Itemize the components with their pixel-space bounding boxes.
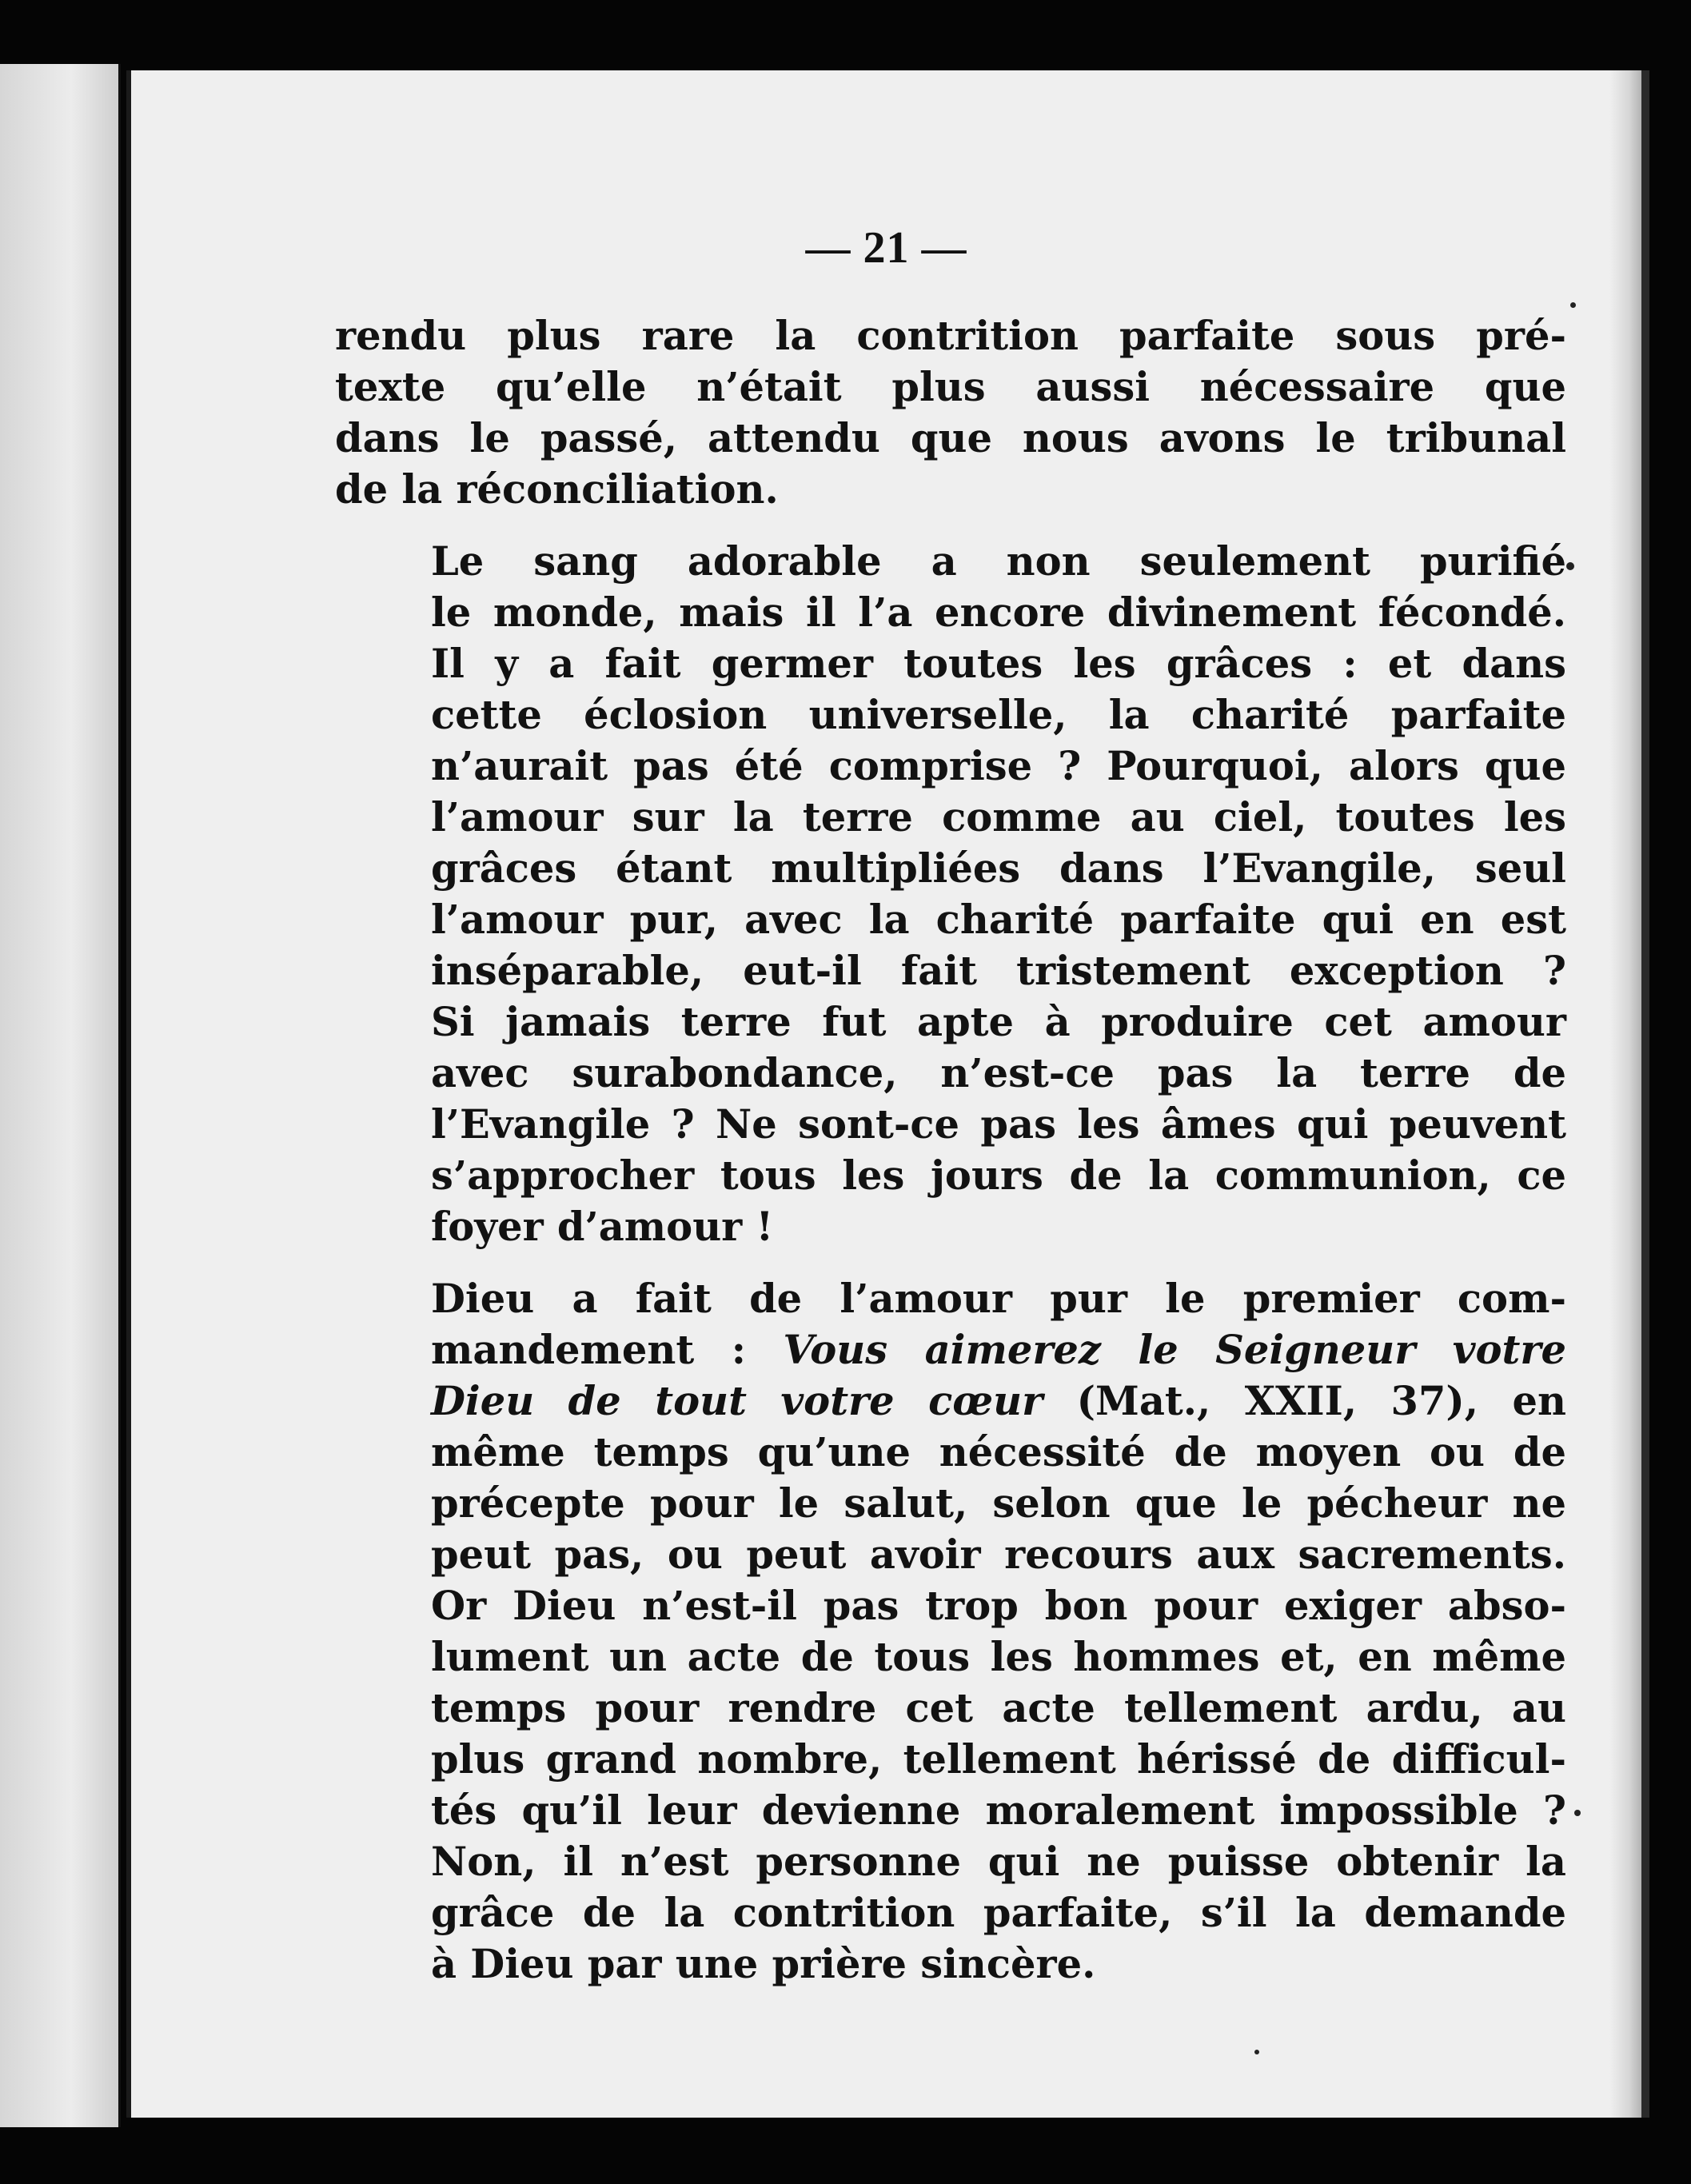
text-segment: mandement :: [431, 1327, 784, 1373]
text-line-with-quote: [335, 1324, 1566, 1375]
text-line: Dieu a fait de l’amour pur le premier com-: [431, 1276, 1566, 1322]
text-line-with-quote: [335, 1375, 1566, 1427]
text-line: grâces étant multipliées dans l’Evangile, seul: [431, 845, 1566, 892]
text-line: grâce de la contrition parfaite, s’il la demande: [431, 1890, 1566, 1936]
facing-page-edge: [0, 64, 121, 2127]
text-line: avec surabondance, n’est-ce pas la terre de: [431, 1050, 1566, 1096]
ink-speck: [1566, 562, 1574, 570]
text-line: Non, il n’est personne qui ne puisse obtenir la: [431, 1839, 1566, 1885]
text-line: l’Evangile ? Ne sont-ce pas les âmes qui peuvent: [431, 1101, 1566, 1148]
text-line: Si jamais terre fut apte à produire cet amour: [431, 999, 1566, 1045]
text-line: peut pas, ou peut avoir recours aux sacrements.: [431, 1531, 1566, 1578]
paragraph-1: [335, 310, 1566, 515]
text-line: s’approcher tous les jours de la communion, ce: [431, 1152, 1566, 1199]
page-number: — 21 —: [805, 223, 967, 273]
scripture-quote: Dieu de tout votre cœur: [431, 1378, 1043, 1424]
citation: (Mat., XXII, 37), en: [1043, 1378, 1566, 1424]
text-line: précepte pour le salut, selon que le pécheur ne: [431, 1480, 1566, 1527]
body-text: [335, 310, 1566, 2010]
text-line: Or Dieu n’est-il pas trop bon pour exiger abso-: [431, 1583, 1566, 1629]
ink-speck: [1254, 2050, 1259, 2054]
text-line: l’amour sur la terre comme au ciel, toutes les: [431, 794, 1566, 840]
page-shadow-edge: [1609, 70, 1641, 2118]
paragraph-2: [335, 536, 1566, 1252]
text-line: rendu plus rare la contrition parfaite sous pré-: [335, 313, 1566, 359]
text-line: tés qu’il leur devienne moralement impossible ?: [431, 1787, 1566, 1834]
text-line: dans le passé, attendu que nous avons le tribunal: [335, 415, 1566, 461]
text-line: plus grand nombre, tellement hérissé de difficul-: [431, 1736, 1566, 1783]
scripture-quote: Vous aimerez le Seigneur votre: [783, 1327, 1566, 1373]
text-line: l’amour pur, avec la charité parfaite qui en est: [431, 896, 1566, 943]
text-line: temps pour rendre cet acte tellement ardu, au: [431, 1685, 1566, 1731]
text-line: Le sang adorable a non seulement purifié: [431, 538, 1566, 585]
text-line: lument un acte de tous les hommes et, en même: [431, 1634, 1566, 1680]
text-line: inséparable, eut-il fait tristement exception ?: [431, 948, 1566, 994]
text-line: cette éclosion universelle, la charité parfaite: [431, 692, 1566, 738]
text-line: n’aurait pas été comprise ? Pourquoi, alors que: [431, 743, 1566, 789]
paragraph-3: [335, 1273, 1566, 1990]
ink-speck: [1574, 1810, 1581, 1816]
text-line: texte qu’elle n’était plus aussi nécessaire que: [335, 364, 1566, 410]
text-line: foyer d’amour !: [431, 1204, 774, 1250]
text-line: le monde, mais il l’a encore divinement fécondé.: [431, 589, 1566, 636]
text-line: Il y a fait germer toutes les grâces : et dans: [431, 641, 1566, 687]
text-line: de la réconciliation.: [335, 466, 779, 513]
text-line: à Dieu par une prière sincère.: [431, 1941, 1096, 1987]
ink-speck: [1570, 302, 1576, 308]
text-line: même temps qu’une nécessité de moyen ou de: [431, 1429, 1566, 1475]
book-page: [126, 70, 1649, 2118]
